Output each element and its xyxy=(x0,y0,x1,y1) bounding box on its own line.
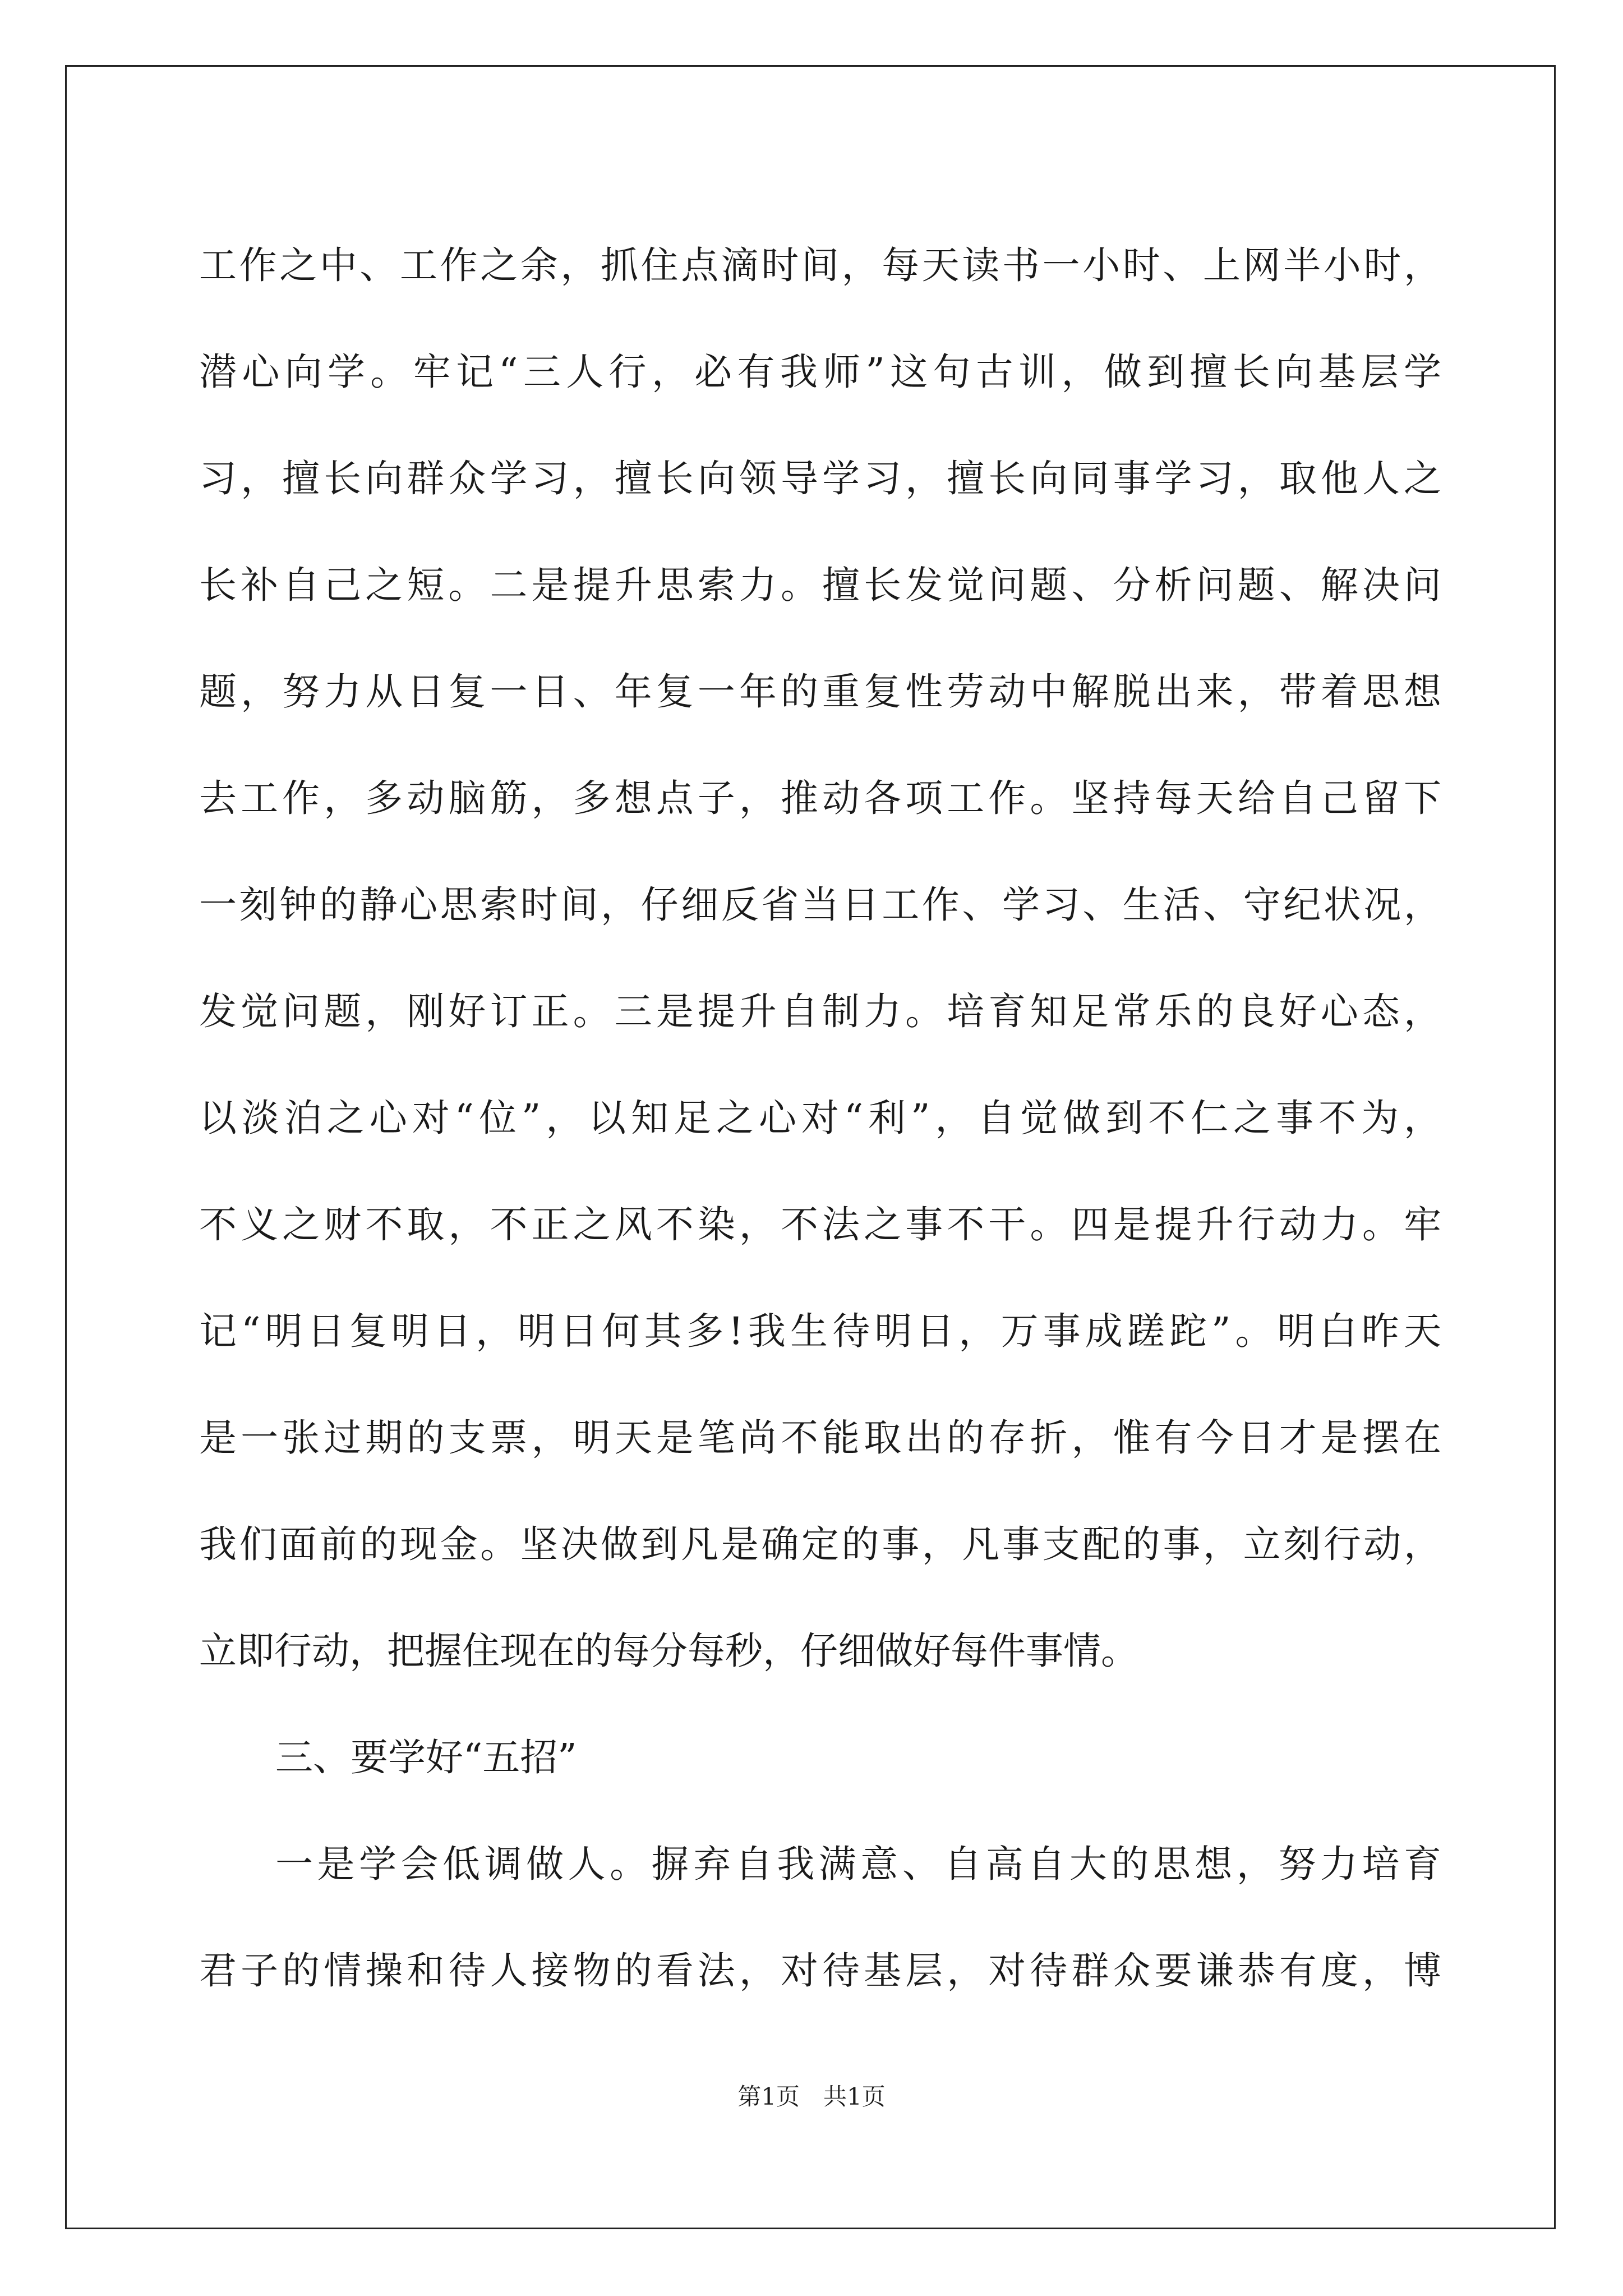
text-line: 立即行动，把握住现在的每分每秒，仔细做好每件事情。 xyxy=(199,1629,1138,1673)
text-line: 以淡泊之心对“位”，以知足之心对“利”，自觉做到不仁之事不为， xyxy=(199,1096,1441,1140)
text-line: 发觉问题，刚好订正。三是提升自制力。培育知足常乐的良好心态， xyxy=(199,990,1441,1033)
text-line: 不义之财不取，不正之风不染，不法之事不干。四是提升行动力。牢 xyxy=(199,1203,1441,1246)
text-line: 我们面前的现金。坚决做到凡是确定的事，凡事支配的事，立刻行动， xyxy=(199,1522,1441,1566)
text-line: 一是学会低调做人。摒弃自我满意、自高自大的思想，努力培育 xyxy=(275,1842,1441,1886)
text-line: 是一张过期的支票，明天是笔尚不能取出的存折，惟有今日才是摆在 xyxy=(199,1416,1441,1460)
text-line: 一刻钟的静心思索时间，仔细反省当日工作、学习、生活、守纪状况， xyxy=(199,883,1441,927)
text-line: 君子的情操和待人接物的看法，对待基层，对待群众要谦恭有度，博 xyxy=(199,1949,1441,1993)
text-line: 长补自己之短。二是提升思索力。擅长发觉问题、分析问题、解决问 xyxy=(199,563,1441,607)
text-line: 工作之中、工作之余，抓住点滴时间，每天读书一小时、上网半小时， xyxy=(199,243,1441,287)
text-line: 习，擅长向群众学习，擅长向领导学习，擅长向同事学习，取他人之 xyxy=(199,457,1441,500)
text-line: 记“明日复明日，明日何其多!我生待明日，万事成蹉跎”。明白昨天 xyxy=(199,1309,1441,1353)
text-line: 题，努力从日复一日、年复一年的重复性劳动中解脱出来，带着思想 xyxy=(199,670,1441,714)
page-footer: 第1页 共1页 xyxy=(737,2083,886,2110)
text-line: 去工作，多动脑筋，多想点子，推动各项工作。坚持每天给自己留下 xyxy=(199,776,1441,820)
text-line: 潜心向学。牢记“三人行，必有我师”这句古训，做到擅长向基层学 xyxy=(199,350,1441,394)
text-line: 三、要学好“五招” xyxy=(275,1736,577,1779)
document-body xyxy=(199,212,1441,2024)
